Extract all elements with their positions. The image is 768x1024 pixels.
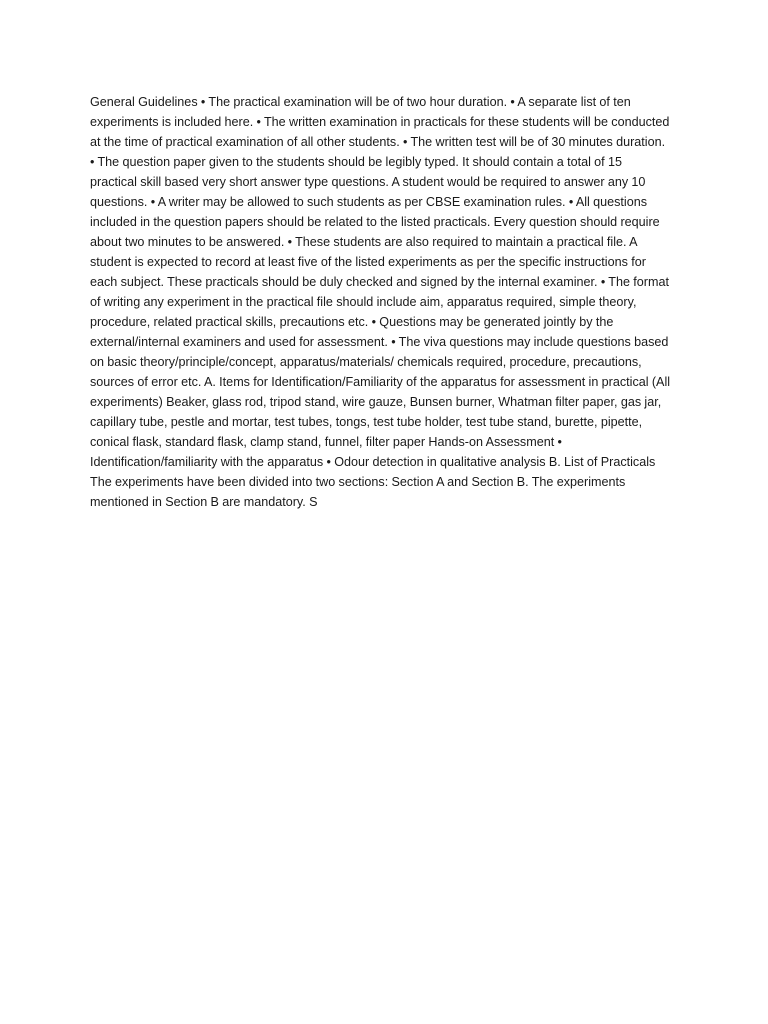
guidelines-paragraph: General Guidelines • The practical examination will be of two hour duration. • A separate list of ten experiments is included here. • The written examination in practicals for these students will be conducted at the time of practical examination of all other students. • The written test will be of 30 minutes duration. • The question paper given to the students should be legibly typed. It should contain a total of 15 practical skill based very short answer type questions. A student would be required to answer any 10 questions. • A writer may be allowed to such students as per CBSE examination rules. • All questions included in the question papers should be related to the listed practicals. Every question should require about two minutes to be answered. • These students are also required to maintain a practical file. A student is expected to record at least five of the listed experiments as per the specific instructions for each subject. These practicals should be duly checked and signed by the internal examiner. • The format of writing any experiment in the practical file should include aim, apparatus required, simple theory, procedure, related practical skills, precautions etc. • Questions may be generated jointly by the external/internal examiners and used for assessment. • The viva questions may include questions based on basic theory/principle/concept, apparatus/materials/ chemicals required, procedure, precautions, sources of error etc. A. Items for Identification/Familiarity of the apparatus for assessment in practical (All experiments) Beaker, glass rod, tripod stand, wire gauze, Bunsen burner, Whatman filter paper, gas jar, capillary tube, pestle and mortar, test tubes, tongs, test tube holder, test tube stand, burette, pipette, conical flask, standard flask, clamp stand, funnel, filter paper Hands-on Assessment • Identification/familiarity with the apparatus • Odour detection in qualitative analysis B. List of Practicals The experiments have been divided into two sections: Section A and Section B. The experiments mentioned in Section B are mandatory. S bbox=[90, 95, 671, 509]
